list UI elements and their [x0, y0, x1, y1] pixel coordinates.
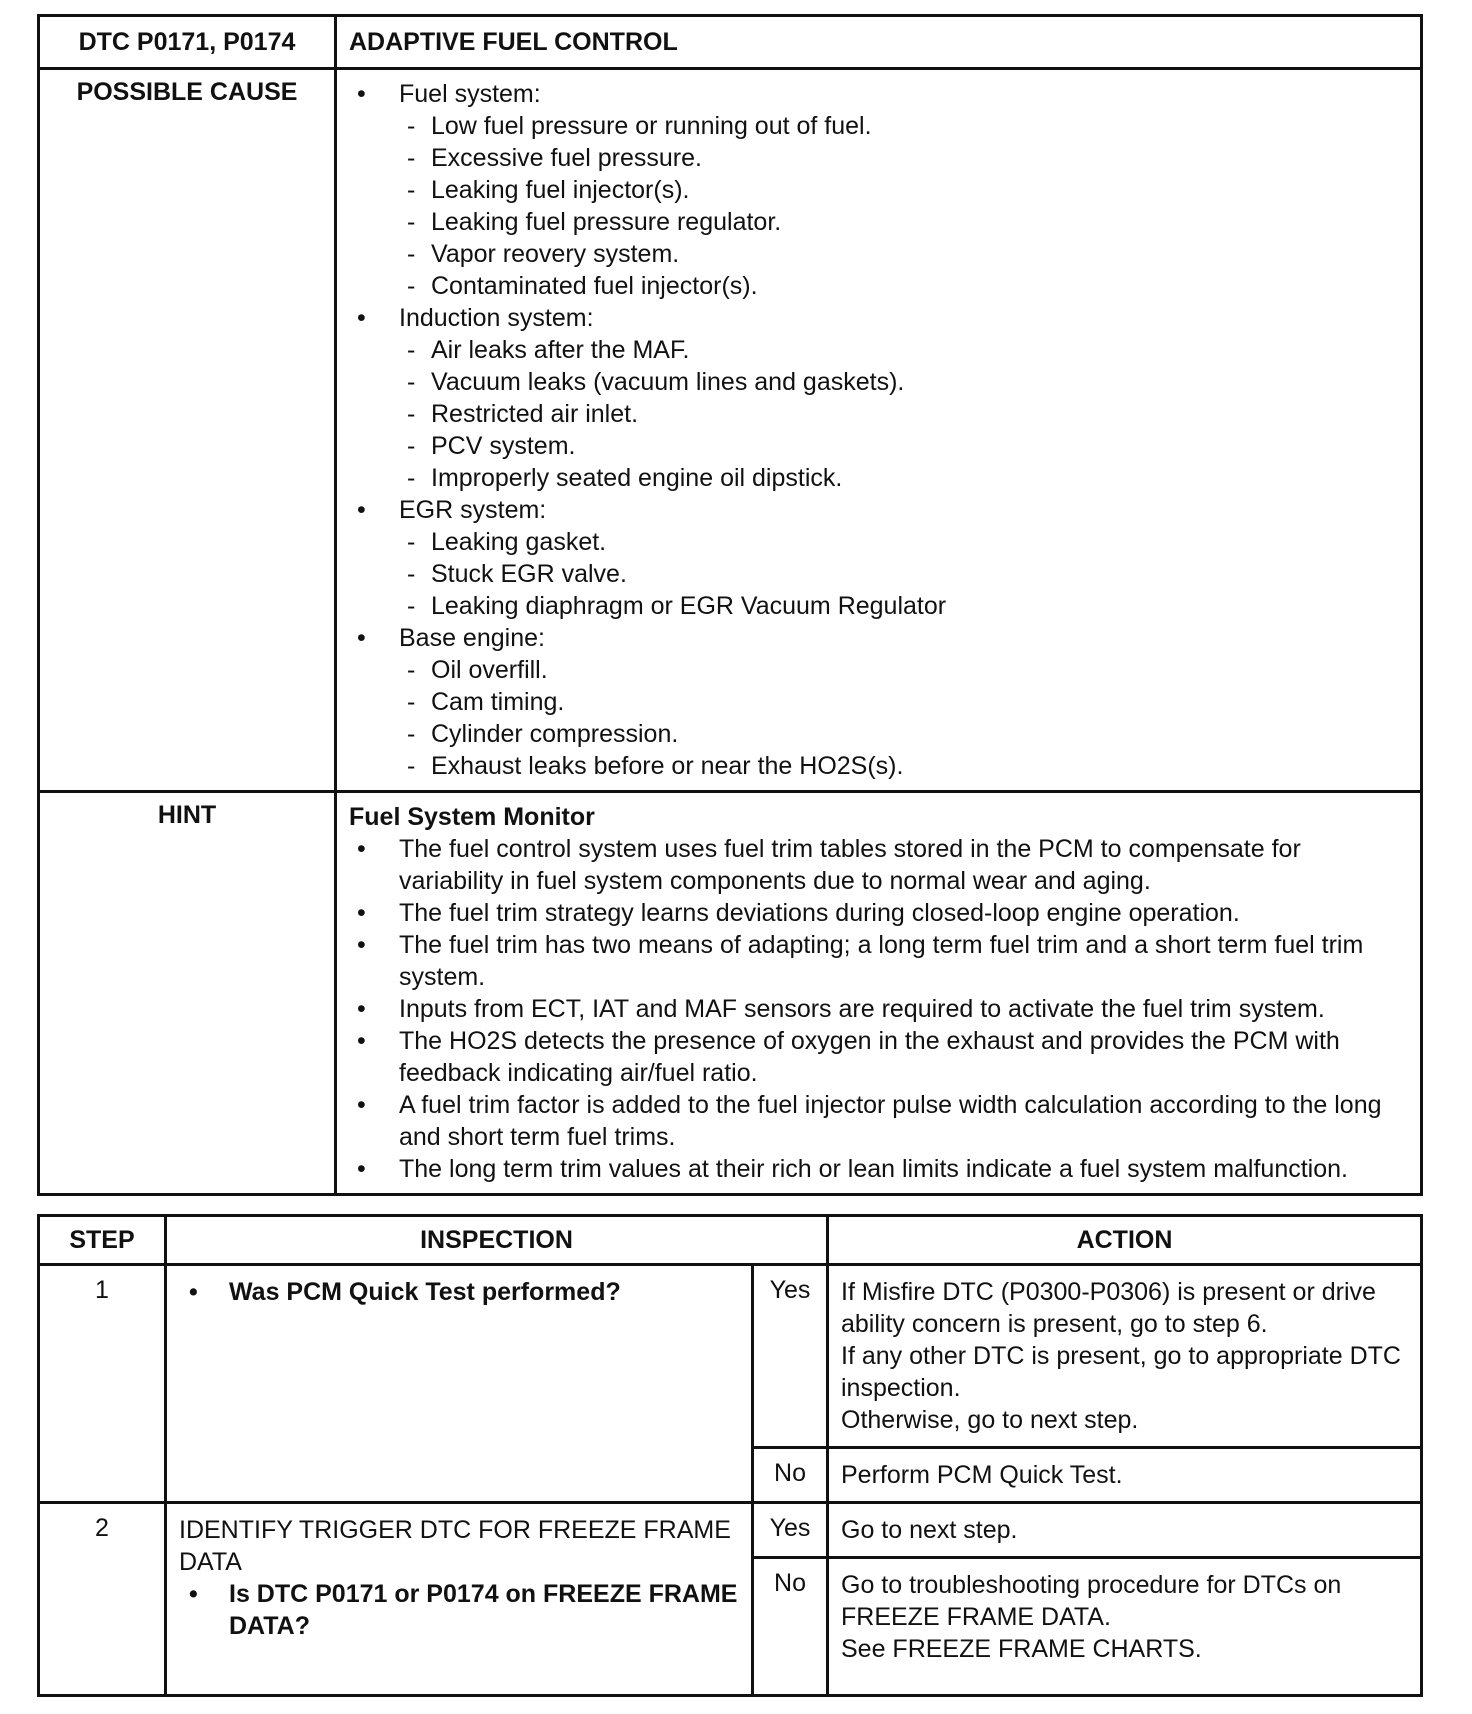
- possible-cause-list: [336, 69, 1422, 792]
- cause-item: - Improperly seated engine oil dipstick.: [349, 462, 1408, 494]
- action-line: Go to troubleshooting procedure for DTCs on FREEZE FRAME DATA.: [841, 1571, 1342, 1631]
- yes-label: Yes: [753, 1265, 828, 1448]
- cause-group: [349, 78, 1408, 302]
- inspection-cell: [166, 1503, 753, 1696]
- cause-item: - Oil overfill.: [349, 654, 1408, 686]
- dtc-table: [37, 14, 1423, 1196]
- cause-item: - Stuck EGR valve.: [349, 558, 1408, 590]
- cause-item: - Leaking fuel injector(s).: [349, 174, 1408, 206]
- hint-content: [336, 792, 1422, 1195]
- hint-item: • The fuel trim has two means of adapting; a long term fuel trim and a short term fuel trim system.: [349, 929, 1408, 993]
- yes-label: Yes: [753, 1503, 828, 1558]
- action-line: If Misfire DTC (P0300-P0306) is present or drive ability concern is present, go to step 6.: [841, 1278, 1376, 1338]
- no-label: No: [753, 1558, 828, 1696]
- cause-item: - Excessive fuel pressure.: [349, 142, 1408, 174]
- cause-item: - Leaking gasket.: [349, 526, 1408, 558]
- inspection-question: • Is DTC P0171 or P0174 on FREEZE FRAME DATA?: [179, 1578, 739, 1642]
- no-label: No: [753, 1448, 828, 1503]
- cause-group: [349, 622, 1408, 782]
- dtc-code-label: DTC P0171, P0174: [39, 16, 336, 69]
- action-header: ACTION: [828, 1216, 1422, 1265]
- cause-group-heading: • Induction system:: [349, 302, 1408, 334]
- cause-item: - Low fuel pressure or running out of fuel.: [349, 110, 1408, 142]
- cause-item: - Leaking diaphragm or EGR Vacuum Regulator: [349, 590, 1408, 622]
- cause-item: - Vapor reovery system.: [349, 238, 1408, 270]
- inspection-question: • Was PCM Quick Test performed?: [179, 1276, 739, 1308]
- hint-item: • The fuel control system uses fuel trim tables stored in the PCM to compensate for variability in fuel system components due to normal wear and aging.: [349, 833, 1408, 897]
- cause-group-heading: • EGR system:: [349, 494, 1408, 526]
- cause-item: - Air leaks after the MAF.: [349, 334, 1408, 366]
- cause-item: - Cylinder compression.: [349, 718, 1408, 750]
- step-header: STEP: [39, 1216, 166, 1265]
- hint-item: • The HO2S detects the presence of oxygen in the exhaust and provides the PCM with feedback indicating air/fuel ratio.: [349, 1025, 1408, 1089]
- inspection-header: INSPECTION: [166, 1216, 828, 1265]
- hint-heading: Fuel System Monitor: [349, 803, 595, 831]
- step-number: 2: [39, 1503, 166, 1696]
- cause-group: [349, 302, 1408, 494]
- cause-item: - PCV system.: [349, 430, 1408, 462]
- step-number: 1: [39, 1265, 166, 1503]
- table-row: [39, 1503, 1422, 1558]
- cause-item: - Exhaust leaks before or near the HO2S(s).: [349, 750, 1408, 782]
- yes-action: [828, 1265, 1422, 1448]
- hint-item: • Inputs from ECT, IAT and MAF sensors are required to activate the fuel trim system.: [349, 993, 1408, 1025]
- action-line: See FREEZE FRAME CHARTS.: [841, 1635, 1202, 1663]
- inspection-cell: [166, 1265, 753, 1503]
- step-table: [37, 1214, 1423, 1697]
- cause-item: - Vacuum leaks (vacuum lines and gaskets).: [349, 366, 1408, 398]
- yes-action: [828, 1503, 1422, 1558]
- action-line: Go to next step.: [841, 1516, 1018, 1544]
- cause-group-heading: • Base engine:: [349, 622, 1408, 654]
- action-line: If any other DTC is present, go to appropriate DTC inspection.: [841, 1342, 1401, 1402]
- cause-item: - Leaking fuel pressure regulator.: [349, 206, 1408, 238]
- inspection-title: IDENTIFY TRIGGER DTC FOR FREEZE FRAME DATA: [179, 1516, 731, 1576]
- cause-group-heading: • Fuel system:: [349, 78, 1408, 110]
- cause-item: - Restricted air inlet.: [349, 398, 1408, 430]
- hint-item: • The fuel trim strategy learns deviations during closed-loop engine operation.: [349, 897, 1408, 929]
- dtc-title: ADAPTIVE FUEL CONTROL: [336, 16, 1422, 69]
- hint-item: • A fuel trim factor is added to the fuel injector pulse width calculation according to the long and short term fuel trims.: [349, 1089, 1408, 1153]
- hint-item: • The long term trim values at their rich or lean limits indicate a fuel system malfunction.: [349, 1153, 1408, 1185]
- table-row: [39, 1265, 1422, 1448]
- cause-item: - Cam timing.: [349, 686, 1408, 718]
- possible-cause-label: POSSIBLE CAUSE: [39, 69, 336, 792]
- cause-group: [349, 494, 1408, 622]
- no-action: [828, 1448, 1422, 1503]
- cause-item: - Contaminated fuel injector(s).: [349, 270, 1408, 302]
- action-line: Perform PCM Quick Test.: [841, 1461, 1123, 1489]
- action-line: Otherwise, go to next step.: [841, 1406, 1139, 1434]
- hint-label: HINT: [39, 792, 336, 1195]
- no-action: [828, 1558, 1422, 1696]
